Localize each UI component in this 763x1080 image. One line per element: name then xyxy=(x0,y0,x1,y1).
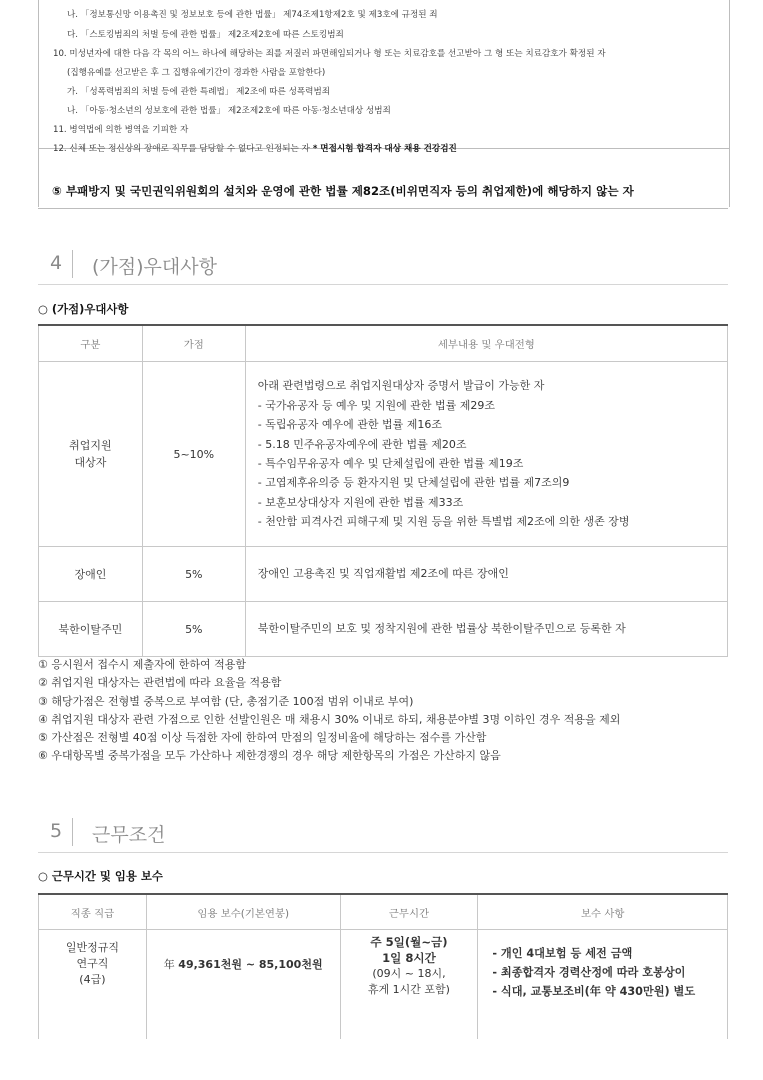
column-header: 구분 xyxy=(39,325,143,362)
list-line-bold: * 면접시험 합격자 대상 채용 건강검진 xyxy=(309,144,457,154)
detail-line: - 천안함 피격사건 피해구제 및 지원 등을 위한 특별법 제2조에 의한 생존 장병 xyxy=(257,515,630,529)
section-title: 근무조건 xyxy=(92,824,166,846)
section-rule xyxy=(38,852,728,853)
pay-prefix: 年 xyxy=(163,958,175,971)
section-divider xyxy=(72,250,73,278)
detail-line: 아래 관련법령으로 취업지원대상자 증명서 발급이 가능한 자 xyxy=(257,379,545,393)
list-line: 11. 병역법에 의한 병역을 기피한 자 xyxy=(53,125,189,135)
hours-line: 휴게 1시간 포함) xyxy=(367,983,450,996)
subheading: ○ 근무시간 및 임용 보수 xyxy=(38,869,163,883)
detail-line: - 특수임무유공자 예우 및 단체설립에 관한 법률 제19조 xyxy=(257,457,524,470)
list-line: 나. 「아동·청소년의 성보호에 관한 법률」 제2조제2호에 따른 아동·청소년대상 성범죄 xyxy=(67,106,391,116)
column-header: 가점 xyxy=(142,325,245,362)
section-number: 4 xyxy=(50,252,63,274)
column-header: 보수 사항 xyxy=(478,894,728,930)
job-cell xyxy=(39,930,147,1040)
section-title: (가점)우대사항 xyxy=(92,256,217,278)
list-line: 10. 미성년자에 대한 다음 각 목의 어느 하나에 해당하는 죄를 저질러 파면해임되거나 형 또는 치료감호를 선고받아 그 형 또는 치료감호가 확정된 자 xyxy=(53,49,606,59)
working-conditions-table xyxy=(38,893,728,1039)
table-row xyxy=(39,362,728,547)
pay-cell xyxy=(146,930,340,1040)
detail-line: - 독립유공자 예우에 관한 법률 제16조 xyxy=(257,418,442,432)
list-line: 나. 「정보통신망 이용촉진 및 정보보호 등에 관한 법률」 제74조제1항제2호 및 제3호에 규정된 죄 xyxy=(67,10,438,20)
list-line: 다. 「스토킹범죄의 처벌 등에 관한 법률」 제2조제2호에 따른 스토킹범죄 xyxy=(67,30,344,40)
table-header-row xyxy=(39,894,728,930)
note-item: ① 응시원서 접수시 제출자에 한하여 적용함 xyxy=(38,658,246,671)
table-row xyxy=(39,547,728,602)
section-number: 5 xyxy=(50,820,63,842)
pay-range: 49,361천원 ~ 85,100천원 xyxy=(178,958,323,971)
job-line: 연구직 xyxy=(76,957,109,970)
note-item: ② 취업지원 대상자는 관련법에 따라 요율을 적용함 xyxy=(38,676,282,690)
hours-line: (09시 ~ 18시, xyxy=(372,967,446,980)
subheading: ○ (가점)우대사항 xyxy=(38,302,129,316)
score-cell: 5% xyxy=(142,547,245,602)
list-line: 가. 「성폭력범죄의 처벌 등에 관한 특례법」 제2조에 따른 성폭력범죄 xyxy=(67,87,331,97)
benefit-line: - 최종합격자 경력산정에 따라 호봉상이 xyxy=(492,966,686,979)
note-item: ④ 취업지원 대상자 관련 가점으로 인한 선발인원은 매 채용시 30% 이내로 하되, 채용분야별 3명 이하인 경우 적용을 제외 xyxy=(38,712,621,726)
section-rule xyxy=(38,284,728,285)
job-line: 일반정규직 xyxy=(65,941,119,954)
benefits-cell xyxy=(478,930,728,1040)
details-cell xyxy=(245,362,727,547)
disqualification-list-box xyxy=(38,0,730,154)
details-cell: 북한이탈주민의 보호 및 정착지원에 관한 법률상 북한이탈주민으로 등록한 자 xyxy=(245,602,727,657)
note-item: ⑥ 우대항목별 중복가점을 모두 가산하나 제한경쟁의 경우 해당 제한항목의 가점은 가산하지 않음 xyxy=(38,749,501,763)
table-row xyxy=(39,930,728,1040)
score-cell: 5% xyxy=(142,602,245,657)
details-cell: 장애인 고용촉진 및 직업재활법 제2조에 따른 장애인 xyxy=(245,547,727,602)
score-cell: 5~10% xyxy=(142,362,245,547)
box-bottom-rule xyxy=(38,208,728,209)
detail-line: - 보훈보상대상자 지원에 관한 법률 제33조 xyxy=(257,495,464,509)
category-cell: 취업지원 대상자 xyxy=(39,362,143,547)
list-line: (집행유예를 선고받은 후 그 집행유예기간이 경과한 사람을 포함한다) xyxy=(67,68,326,78)
preference-table xyxy=(38,324,728,657)
detail-line: - 고엽제후유의증 등 환자지원 및 단체설립에 관한 법률 제7조의9 xyxy=(257,476,570,490)
benefit-line: - 식대, 교통보조비(年 약 430만원) 별도 xyxy=(492,985,696,998)
table-row xyxy=(39,602,728,657)
notes-list xyxy=(38,656,620,766)
column-header: 세부내용 및 우대전형 xyxy=(245,325,727,362)
column-header: 임용 보수(기본연봉) xyxy=(146,894,340,930)
detail-line: - 5.18 민주유공자예우에 관한 법률 제20조 xyxy=(257,437,467,451)
list-line-text: 12. 신체 또는 정신상의 장애로 직무를 담당할 수 없다고 인정되는 자 xyxy=(53,144,310,154)
note-item: ③ 해당가점은 전형별 중복으로 부여함 (단, 총점기준 100점 범위 이내로 부여) xyxy=(38,694,414,708)
column-header: 근무시간 xyxy=(340,894,478,930)
hours-line: 1일 8시간 xyxy=(382,951,436,965)
job-line: (4급) xyxy=(79,973,106,986)
benefit-line: - 개인 4대보험 등 세전 금액 xyxy=(492,947,633,960)
detail-line: - 국가유공자 등 예우 및 지원에 관한 법률 제29조 xyxy=(257,398,495,412)
table-header-row xyxy=(39,325,728,362)
section-divider xyxy=(72,818,73,846)
note-item: ⑤ 가산점은 전형별 40점 이상 득점한 자에 한하여 만점의 일정비율에 해당하는 점수를 가산함 xyxy=(38,731,487,745)
item5-text: ⑤ 부패방지 및 국민권익위원회의 설치와 운영에 관한 법률 제82조(비위면직자 등의 취업제한)에 해당하지 않는 자 xyxy=(52,184,634,198)
hours-cell xyxy=(340,930,478,1040)
category-cell: 북한이탈주민 xyxy=(39,602,143,657)
hours-line: 주 5일(월~금) xyxy=(370,935,448,949)
column-header: 직종 직급 xyxy=(39,894,147,930)
category-cell: 장애인 xyxy=(39,547,143,602)
